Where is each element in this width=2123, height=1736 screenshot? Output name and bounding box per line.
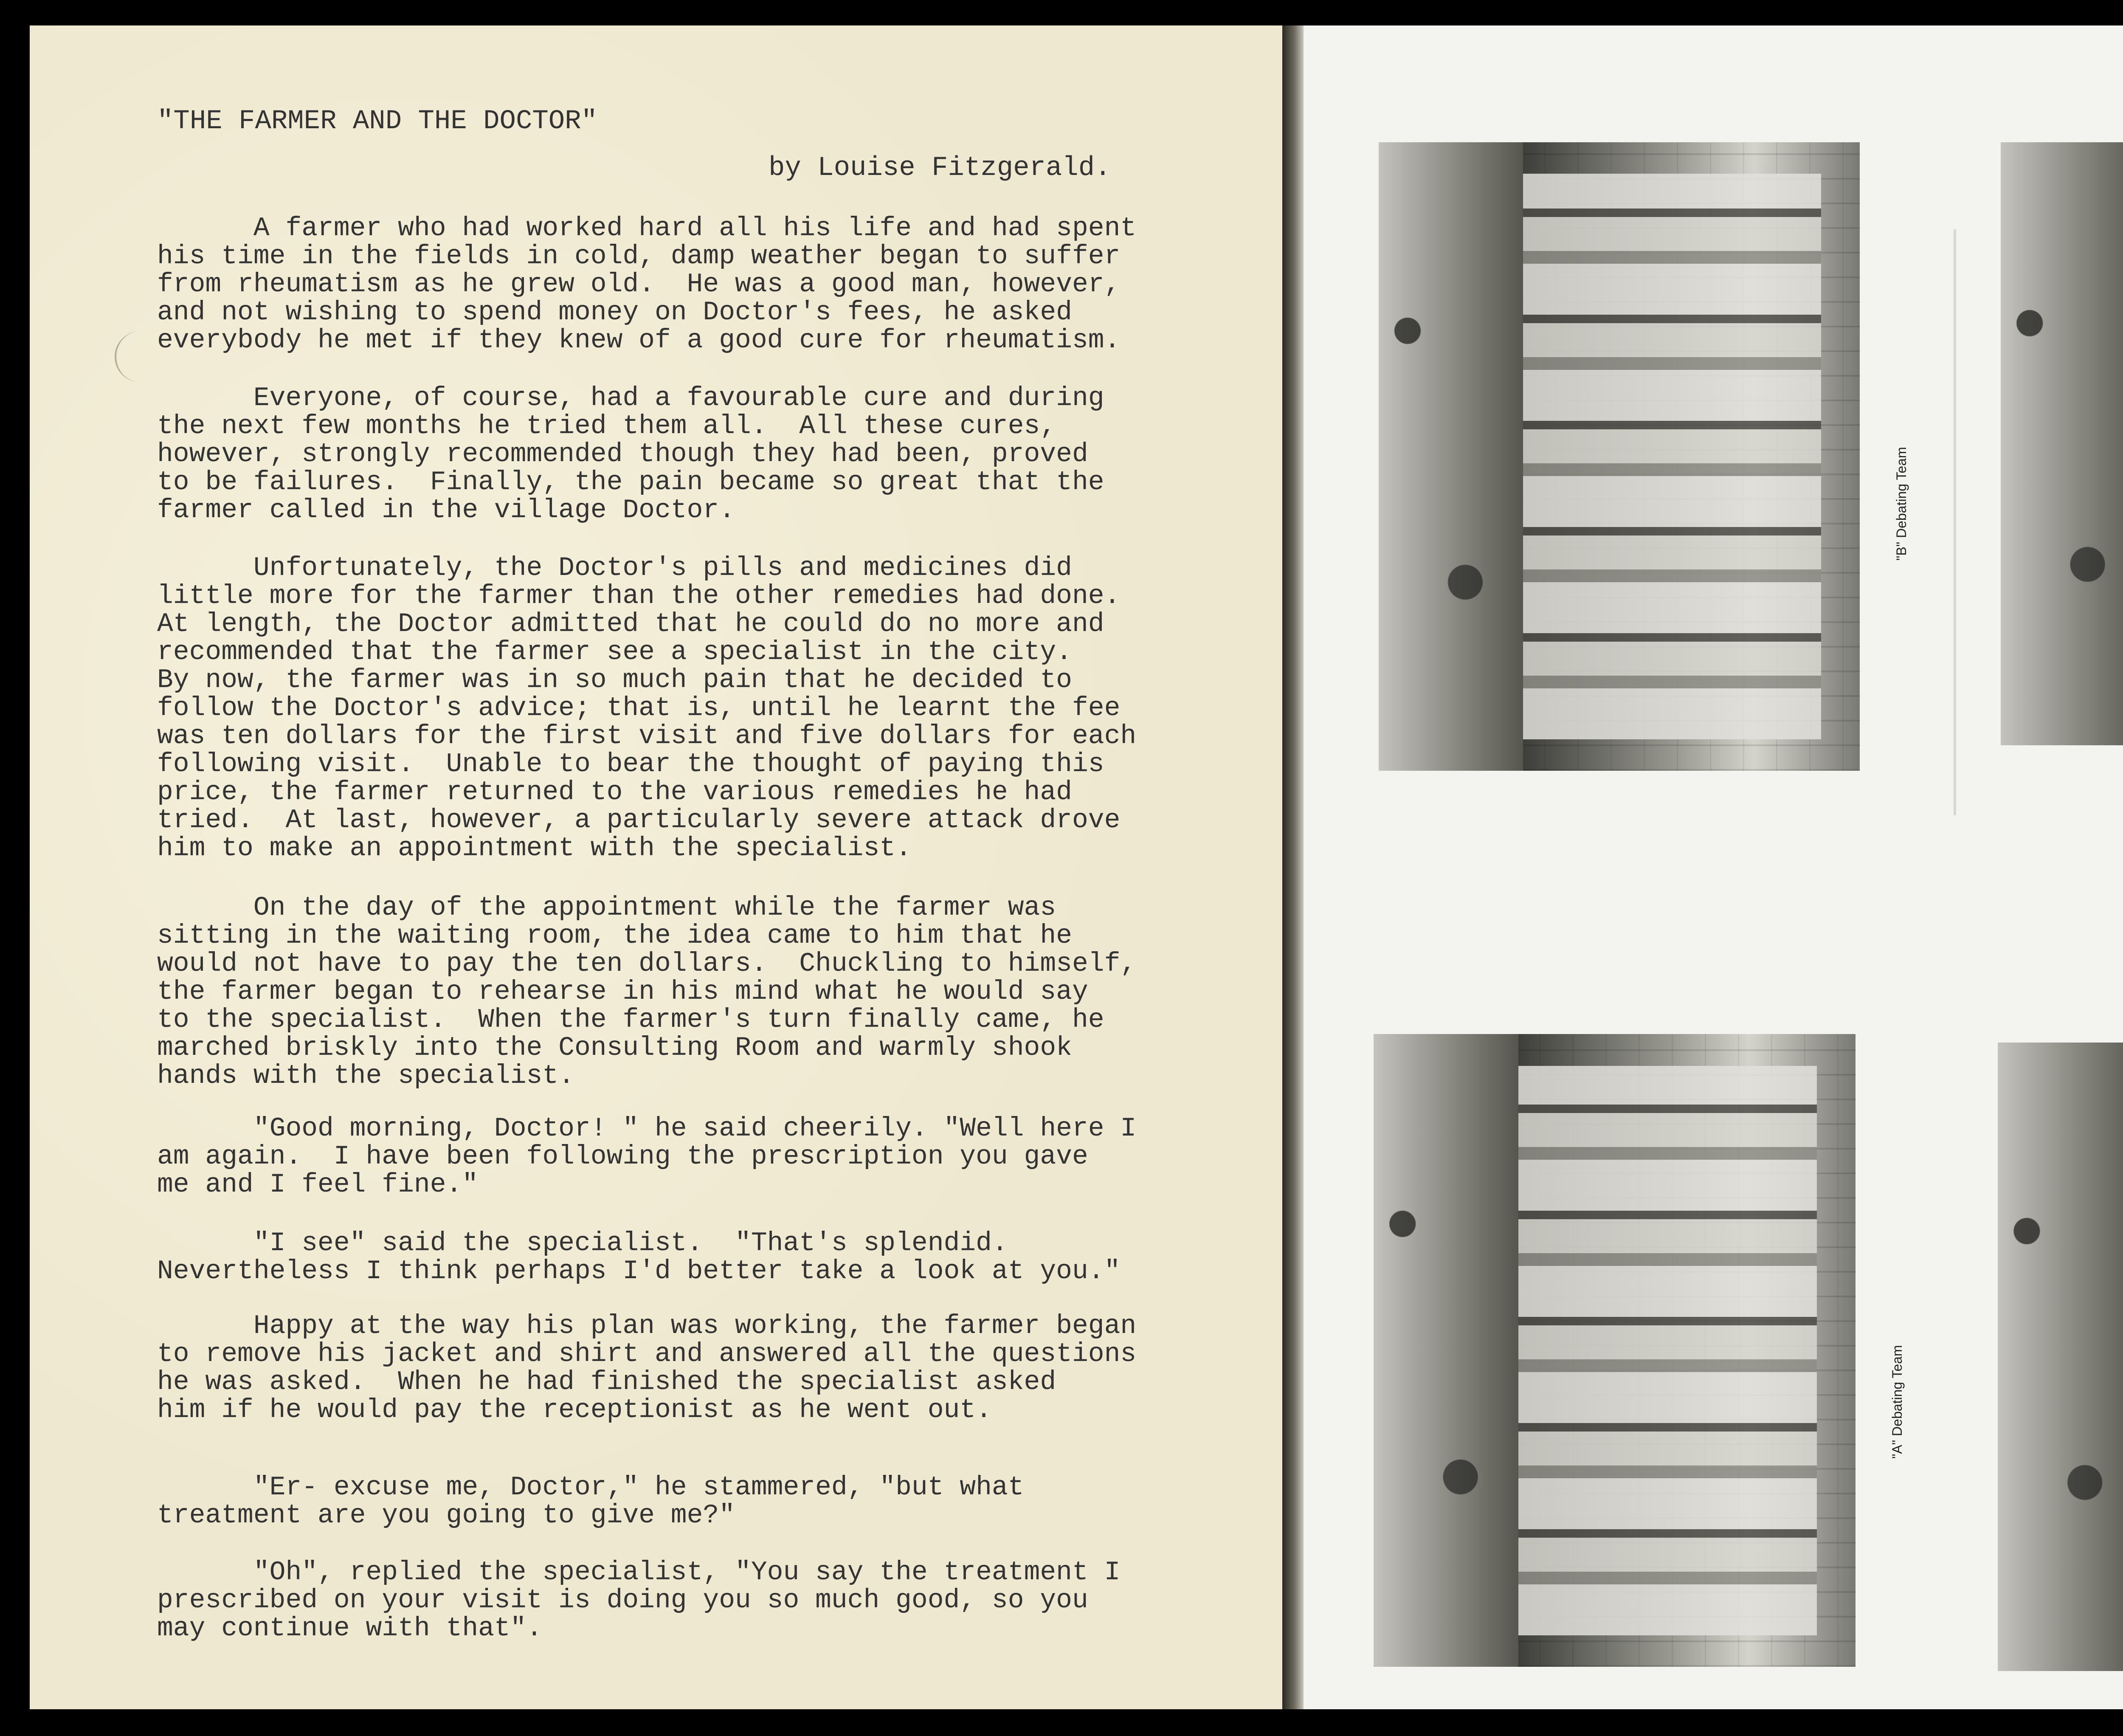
paragraph: "I see" said the specialist. "That's splendid. Nevertheless I think perhaps I'd better take a look at you.": [157, 1228, 1121, 1286]
paragraph: On the day of the appointment while the farmer was sitting in the waiting room, the idea came to him that he would not have to pay the ten dollars. Chuckling to himself, the farmer began to rehearse in his mind what he would say to the specialist. When the farmer's turn finally came, he marched briskly into the Consulting Room and warmly shook hands with the specialist.: [157, 893, 1137, 1091]
photo-divider: [1954, 229, 1956, 815]
paragraph: "Oh", replied the specialist, "You say the treatment I prescribed on your visit is doing you so much good, so you may continue with that".: [157, 1557, 1121, 1643]
story-byline: by Louise Fitzgerald.: [769, 153, 1111, 183]
photo-make-the-grade: [1998, 1043, 2123, 1671]
story-title: "THE FARMER AND THE DOCTOR": [157, 106, 597, 137]
photo-b-debating-team: [1379, 142, 1860, 771]
paragraph: A farmer who had worked hard all his life and had spent his time in the fields in cold, damp weather began to suffer from rheumatism as he grew old. He was a good man, however, and not wishing to spend money on Doctor's fees, he asked everybody he met if they knew of a good cure for rheumatism.: [157, 213, 1137, 355]
paragraph: Happy at the way his plan was working, the farmer began to remove his jacket and shirt and answered all the questions he was asked. When he had finished the specialist asked him if he would pay the receptionist as he went out.: [157, 1311, 1137, 1425]
photo-a-debating-team: [1374, 1034, 1856, 1667]
paragraph: Unfortunately, the Doctor's pills and medicines did little more for the farmer than the other remedies had done. At length, the Doctor admitted that he could do no more and recommended that the farmer see a specialist in the city. By now, the farmer was in so much pain that he decided to follow the Doctor's advice; that is, until he learnt the fee was ten dollars for the first visit and five dollars for each following visit. Unable to bear the thought of paying this price, the farmer returned to the various remedies he had tried. At last, however, a particularly severe attack drove him to make an appointment with the specialist.: [157, 553, 1137, 863]
paragraph: Everyone, of course, had a favourable cure and during the next few months he tried them all. All these cures, however, strongly recommended though they had been, proved to be failures. Finally, the pain became so great that the farmer called in the village Doctor.: [157, 383, 1104, 525]
paragraph: "Good morning, Doctor! " he said cheerily. "Well here I am again. I have been following the prescription you gave me and I feel fine.": [157, 1113, 1137, 1200]
right-page: [1304, 25, 2123, 1709]
paragraph: "Er- excuse me, Doctor," he stammered, "but what treatment are you going to give me?": [157, 1472, 1024, 1530]
caption-b-debating-team: "B" Debating Team: [1894, 447, 1909, 561]
photo-library-monitors: [2001, 142, 2123, 745]
punch-hole-mark: [115, 331, 155, 382]
left-page: [30, 25, 1282, 1709]
caption-a-debating-team: "A" Debating Team: [1889, 1345, 1905, 1459]
book-gutter: [1282, 25, 1304, 1709]
